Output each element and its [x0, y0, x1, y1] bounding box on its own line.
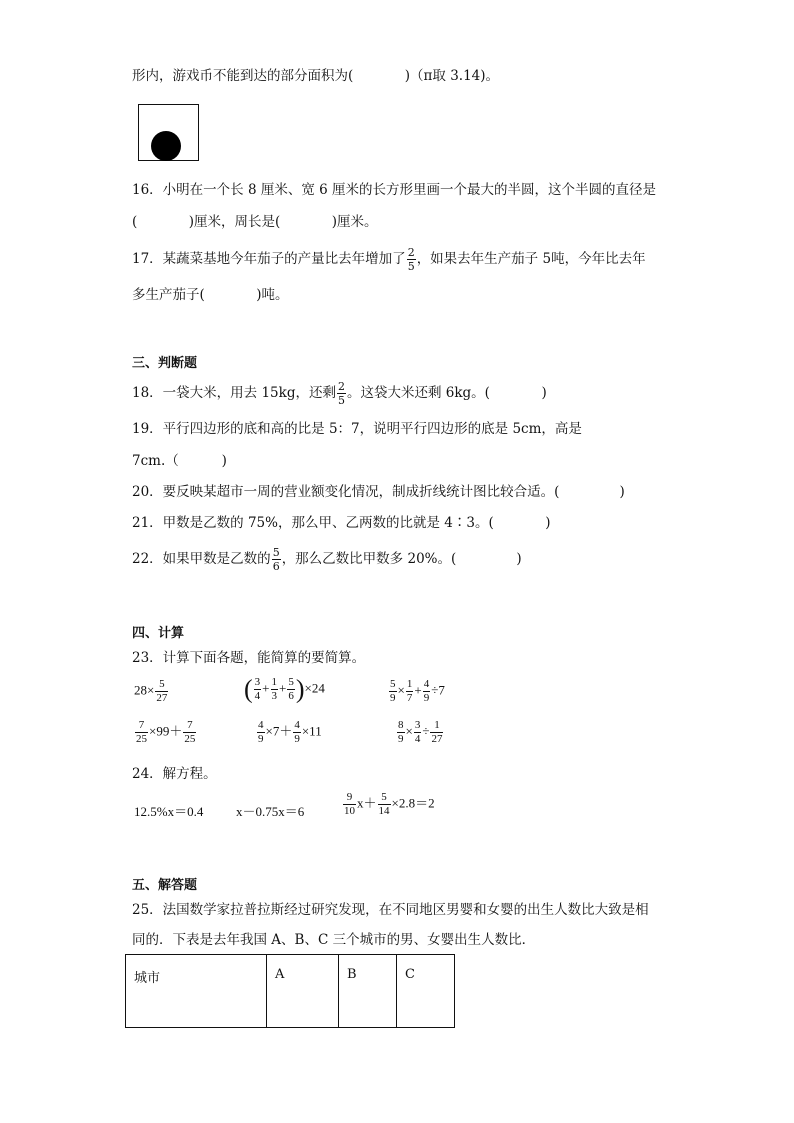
q16-line1: 16．小明在一个长 8 厘米、宽 6 厘米的长方形里画一个最大的半圆，这个半圆的直径是 [132, 182, 657, 198]
q15-text [132, 66, 499, 86]
q23-expr-2: ( $\frac{3}{4}$ + $\frac{1}{3}$ + $\frac{5}{6}$ )×24 [244, 674, 325, 704]
q17-fraction: $\frac{2}{5}$ [407, 246, 415, 273]
q21-line: 21．甲数是乙数的 75%，那么甲、乙两数的比就是 4∶3。( ) [132, 515, 551, 531]
q19-line1: 19．平行四边形的底和高的比是 5：7，说明平行四边形的底是 5cm，高是 [132, 421, 582, 437]
table-cell-c: C [397, 955, 455, 1028]
section-4-title: 四、计算 [132, 626, 185, 641]
q17-suffix: ，如果去年生产茄子 5吨，今年比去年 [416, 251, 646, 267]
section-5-title: 五、解答题 [132, 878, 198, 893]
q22-prefix: 22．如果甲数是乙数的 [132, 551, 271, 567]
table-cell-b: B [339, 955, 397, 1028]
section-3-title: 三、判断题 [132, 356, 198, 371]
q24-title: 24．解方程。 [132, 766, 217, 782]
q18-line [132, 377, 547, 409]
q24-eq-2: x－0.75x＝6 [236, 804, 305, 819]
q17-line2: 多生产茄子( )吨。 [132, 287, 289, 303]
q22-line [132, 543, 522, 575]
q23-title: 23．计算下面各题，能简算的要简算。 [132, 650, 366, 666]
q17-line1 [132, 243, 646, 275]
table-cell-city: 城市 [126, 955, 267, 1028]
q25-line1: 25．法国数学家拉普拉斯经过研究发现，在不同地区男婴和女婴的出生人数比大致是相 [132, 902, 649, 918]
q23-expr-4: $\frac{7}{25}$ ×99＋ $\frac{7}{25}$ [136, 719, 196, 745]
coin-icon [151, 131, 181, 161]
q23-expr-1: 28× $\frac{5}{27}$ [134, 678, 168, 704]
q18-suffix: 。这袋大米还剩 6kg。( ) [346, 385, 547, 401]
q24-eq-3: $\frac{9}{10}$ x＋ $\frac{5}{14}$ ×2.8＝2 [344, 791, 435, 817]
q22-suffix: ，那么乙数比甲数多 20%。( ) [281, 551, 522, 567]
square-coin-figure [138, 104, 200, 162]
q23-expr-5: $\frac{4}{9}$ ×7＋ $\frac{4}{9}$ ×11 [258, 719, 322, 745]
q22-fraction: $\frac{5}{6}$ [272, 546, 280, 573]
city-ratio-table [125, 954, 455, 1028]
q15-prefix: 形内，游戏币不能到达的部分面积为( [132, 68, 354, 84]
q25-line2: 同的．下表是去年我国 A、B、C 三个城市的男、女婴出生人数比． [132, 932, 536, 948]
table-row [126, 955, 455, 1028]
q15-tail: )（π取 3.14)。 [404, 68, 500, 84]
q18-fraction: $\frac{2}{5}$ [337, 380, 345, 407]
q15-blank[interactable] [353, 68, 405, 84]
q24-eq-1: 12.5%x＝0.4 [134, 804, 204, 819]
q20-line: 20．要反映某超市一周的营业额变化情况，制成折线统计图比较合适。( ) [132, 484, 625, 500]
q16-line2: ( )厘米，周长是( )厘米。 [132, 214, 378, 230]
q18-prefix: 18．一袋大米，用去 15kg，还剩 [132, 385, 336, 401]
q19-line2: 7cm.（ ) [132, 453, 227, 469]
q23-expr-3: $\frac{5}{9}$ × $\frac{1}{7}$ + $\frac{4}{9}$ ÷7 [390, 678, 445, 704]
table-cell-a: A [267, 955, 339, 1028]
q23-expr-6: $\frac{8}{9}$ × $\frac{3}{4}$ ÷ $\frac{1}{27}$ [398, 719, 443, 745]
q17-prefix: 17．某蔬菜基地今年茄子的产量比去年增加了 [132, 251, 406, 267]
